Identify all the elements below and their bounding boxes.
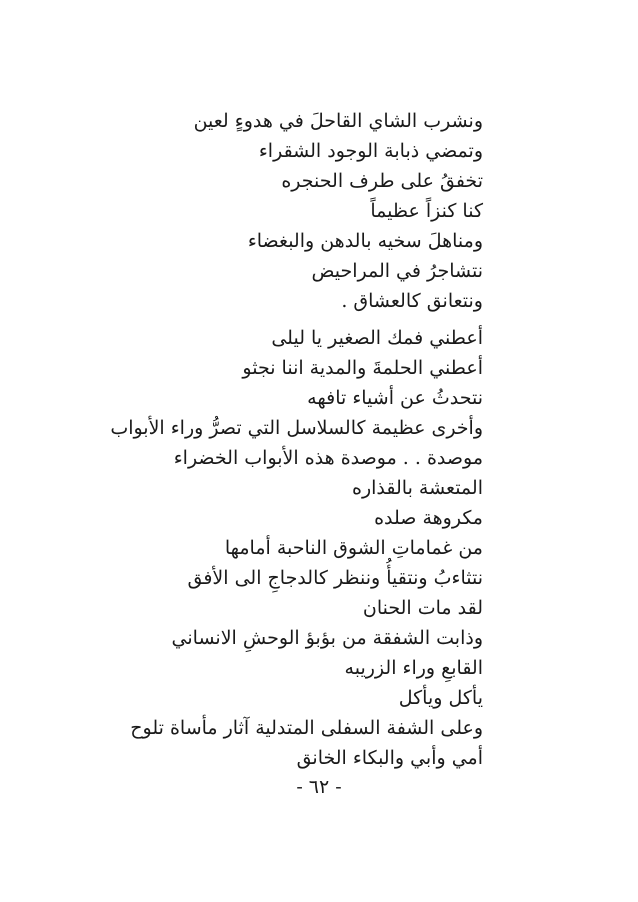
poem-line: أعطني فمك الصغير يا ليلى [271, 327, 483, 349]
poem-line: وعلى الشفة السفلى المتدلية آثار مأساة تلوح [130, 717, 483, 739]
poem-line: تخفقُ على طرف الحنجره [281, 170, 483, 192]
poem-line: وأخرى عظيمة كالسلاسل التي تصرُّ وراء الأبواب [110, 417, 483, 439]
poem-line: أعطني الحلمةَ والمدية اننا نجثو [242, 357, 483, 379]
poem-line: موصدة . . موصدة هذه الأبواب الخضراء [173, 447, 483, 469]
poem-line: نتشاجرُ في المراحيض [311, 260, 483, 282]
poem-line: نتحدثُ عن أشياء تافهه [307, 387, 483, 409]
poem-line: ونتعانق كالعشاق . [341, 290, 483, 312]
poem-line: مكروهة صلده [374, 507, 483, 529]
poem-line: من غماماتِ الشوق الناحبة أمامها [224, 537, 483, 559]
poem-stanza-1 [194, 106, 483, 316]
page-number: - ٦٢ - [296, 776, 342, 798]
poem-stanza-2 [110, 323, 483, 773]
poem-line: كنا كنزاً عظيماً [370, 200, 483, 222]
poem-line: يأكل ويأكل [398, 687, 483, 709]
poem-line: ونشرب الشاي القاحلَ في هدوءٍ لعين [193, 110, 483, 132]
poem-line: وذابت الشفقة من بؤبؤ الوحشِ الانساني [171, 627, 483, 649]
poem-line: القابعِ وراء الزريبه [344, 657, 483, 679]
poem-line: أمي وأبي والبكاء الخانق [296, 747, 483, 769]
poem-line: لقد مات الحنان [362, 597, 483, 619]
poem-line: نتثاءبُ ونتقيأُ وننظر كالدجاجِ الى الأفق [187, 567, 483, 589]
poem-line: المتعشة بالقذاره [352, 477, 483, 499]
poem-line: وتمضي ذبابة الوجود الشقراء [258, 140, 483, 162]
poem-line: ومناهلَ سخيه بالدهن والبغضاء [247, 230, 483, 252]
